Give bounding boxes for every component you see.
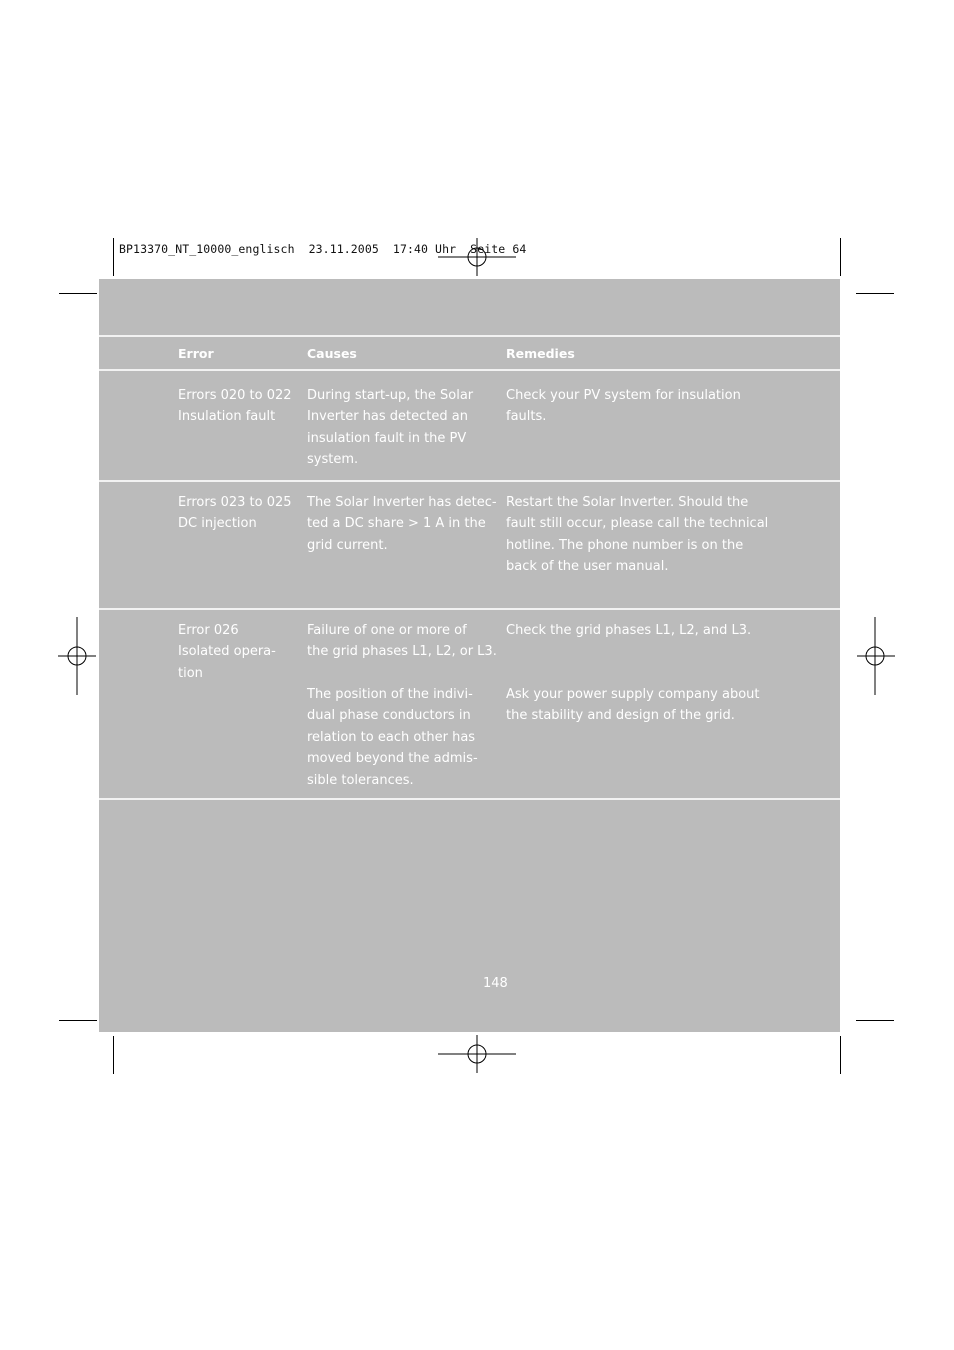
text-line: dual phase conductors in <box>307 708 471 724</box>
text-line: fault still occur, please call the technical <box>506 516 769 532</box>
text-line: Ask your power supply company about <box>506 687 760 702</box>
divider <box>99 369 840 371</box>
page-number: 148 <box>483 976 508 991</box>
text-line: Errors 020 to 022 <box>178 388 292 403</box>
registration-mark-left-icon <box>57 616 97 696</box>
text-line: Inverter has detected an <box>307 409 468 425</box>
registration-mark-top-icon <box>437 238 517 278</box>
text-line: system. <box>307 452 359 468</box>
divider <box>99 798 840 800</box>
table-row-3-error <box>178 620 276 684</box>
crop-mark-bottom-left-horizontal <box>59 1020 97 1021</box>
text-line: ted a DC share > 1 A in the <box>307 516 486 532</box>
table-row-3-remedies <box>506 620 751 641</box>
column-header-causes: Causes <box>307 346 357 361</box>
table-row-2-causes <box>307 492 497 556</box>
text-line: hotline. The phone number is on the <box>506 537 744 553</box>
text-line: Insulation fault <box>178 409 276 425</box>
column-header-error: Error <box>178 346 214 361</box>
text-line: Error 026 <box>178 623 239 638</box>
text-line: relation to each other has <box>307 729 476 745</box>
table-row-1-remedies <box>506 385 741 428</box>
column-header-remedies: Remedies <box>506 346 575 361</box>
text-line: Errors 023 to 025 <box>178 495 292 510</box>
text-line: moved beyond the admis- <box>307 751 478 767</box>
divider <box>99 480 840 482</box>
table-row-1-causes <box>307 385 473 471</box>
crop-mark-top-right-horizontal <box>856 293 894 294</box>
crop-mark-top-left-vertical <box>113 238 114 276</box>
text-line: The position of the indivi- <box>307 687 473 702</box>
text-line: Restart the Solar Inverter. Should the <box>506 495 749 510</box>
text-line: sible tolerances. <box>307 772 414 788</box>
text-line: During start-up, the Solar <box>307 388 474 403</box>
text-line: insulation fault in the PV <box>307 430 467 446</box>
text-line: back of the user manual. <box>506 559 669 575</box>
registration-mark-bottom-icon <box>437 1035 517 1075</box>
text-line: Isolated opera- <box>178 644 276 660</box>
table-row-2-remedies <box>506 492 768 578</box>
text-line: Failure of one or more of <box>307 623 467 638</box>
crop-mark-bottom-right-horizontal <box>856 1020 894 1021</box>
text-line: The Solar Inverter has detec- <box>307 495 497 510</box>
table-row-3-causes-2 <box>307 684 478 791</box>
registration-mark-right-icon <box>856 616 896 696</box>
table-row-2-error <box>178 492 292 535</box>
text-line: Check your PV system for insulation <box>506 388 741 403</box>
crop-mark-bottom-left-vertical <box>113 1036 114 1074</box>
text-line: tion <box>178 665 203 681</box>
crop-mark-bottom-right-vertical <box>840 1036 841 1074</box>
troubleshooting-panel <box>99 279 840 1032</box>
text-line: grid current. <box>307 537 388 553</box>
crop-mark-top-right-vertical <box>840 238 841 276</box>
text-line: the stability and design of the grid. <box>506 708 735 724</box>
divider <box>99 335 840 337</box>
text-line: Check the grid phases L1, L2, and L3. <box>506 623 752 638</box>
crop-mark-top-left-horizontal <box>59 293 97 294</box>
table-row-3-causes <box>307 620 497 663</box>
text-line: faults. <box>506 409 547 425</box>
text-line: the grid phases L1, L2, or L3. <box>307 644 497 660</box>
print-slug: BP13370_NT_10000_englisch 23.11.2005 17:40 Uhr Seite 64 <box>119 242 527 256</box>
text-line: DC injection <box>178 516 257 532</box>
table-row-3-remedies-2 <box>506 684 760 727</box>
table-row-1-error <box>178 385 292 428</box>
divider <box>99 608 840 610</box>
